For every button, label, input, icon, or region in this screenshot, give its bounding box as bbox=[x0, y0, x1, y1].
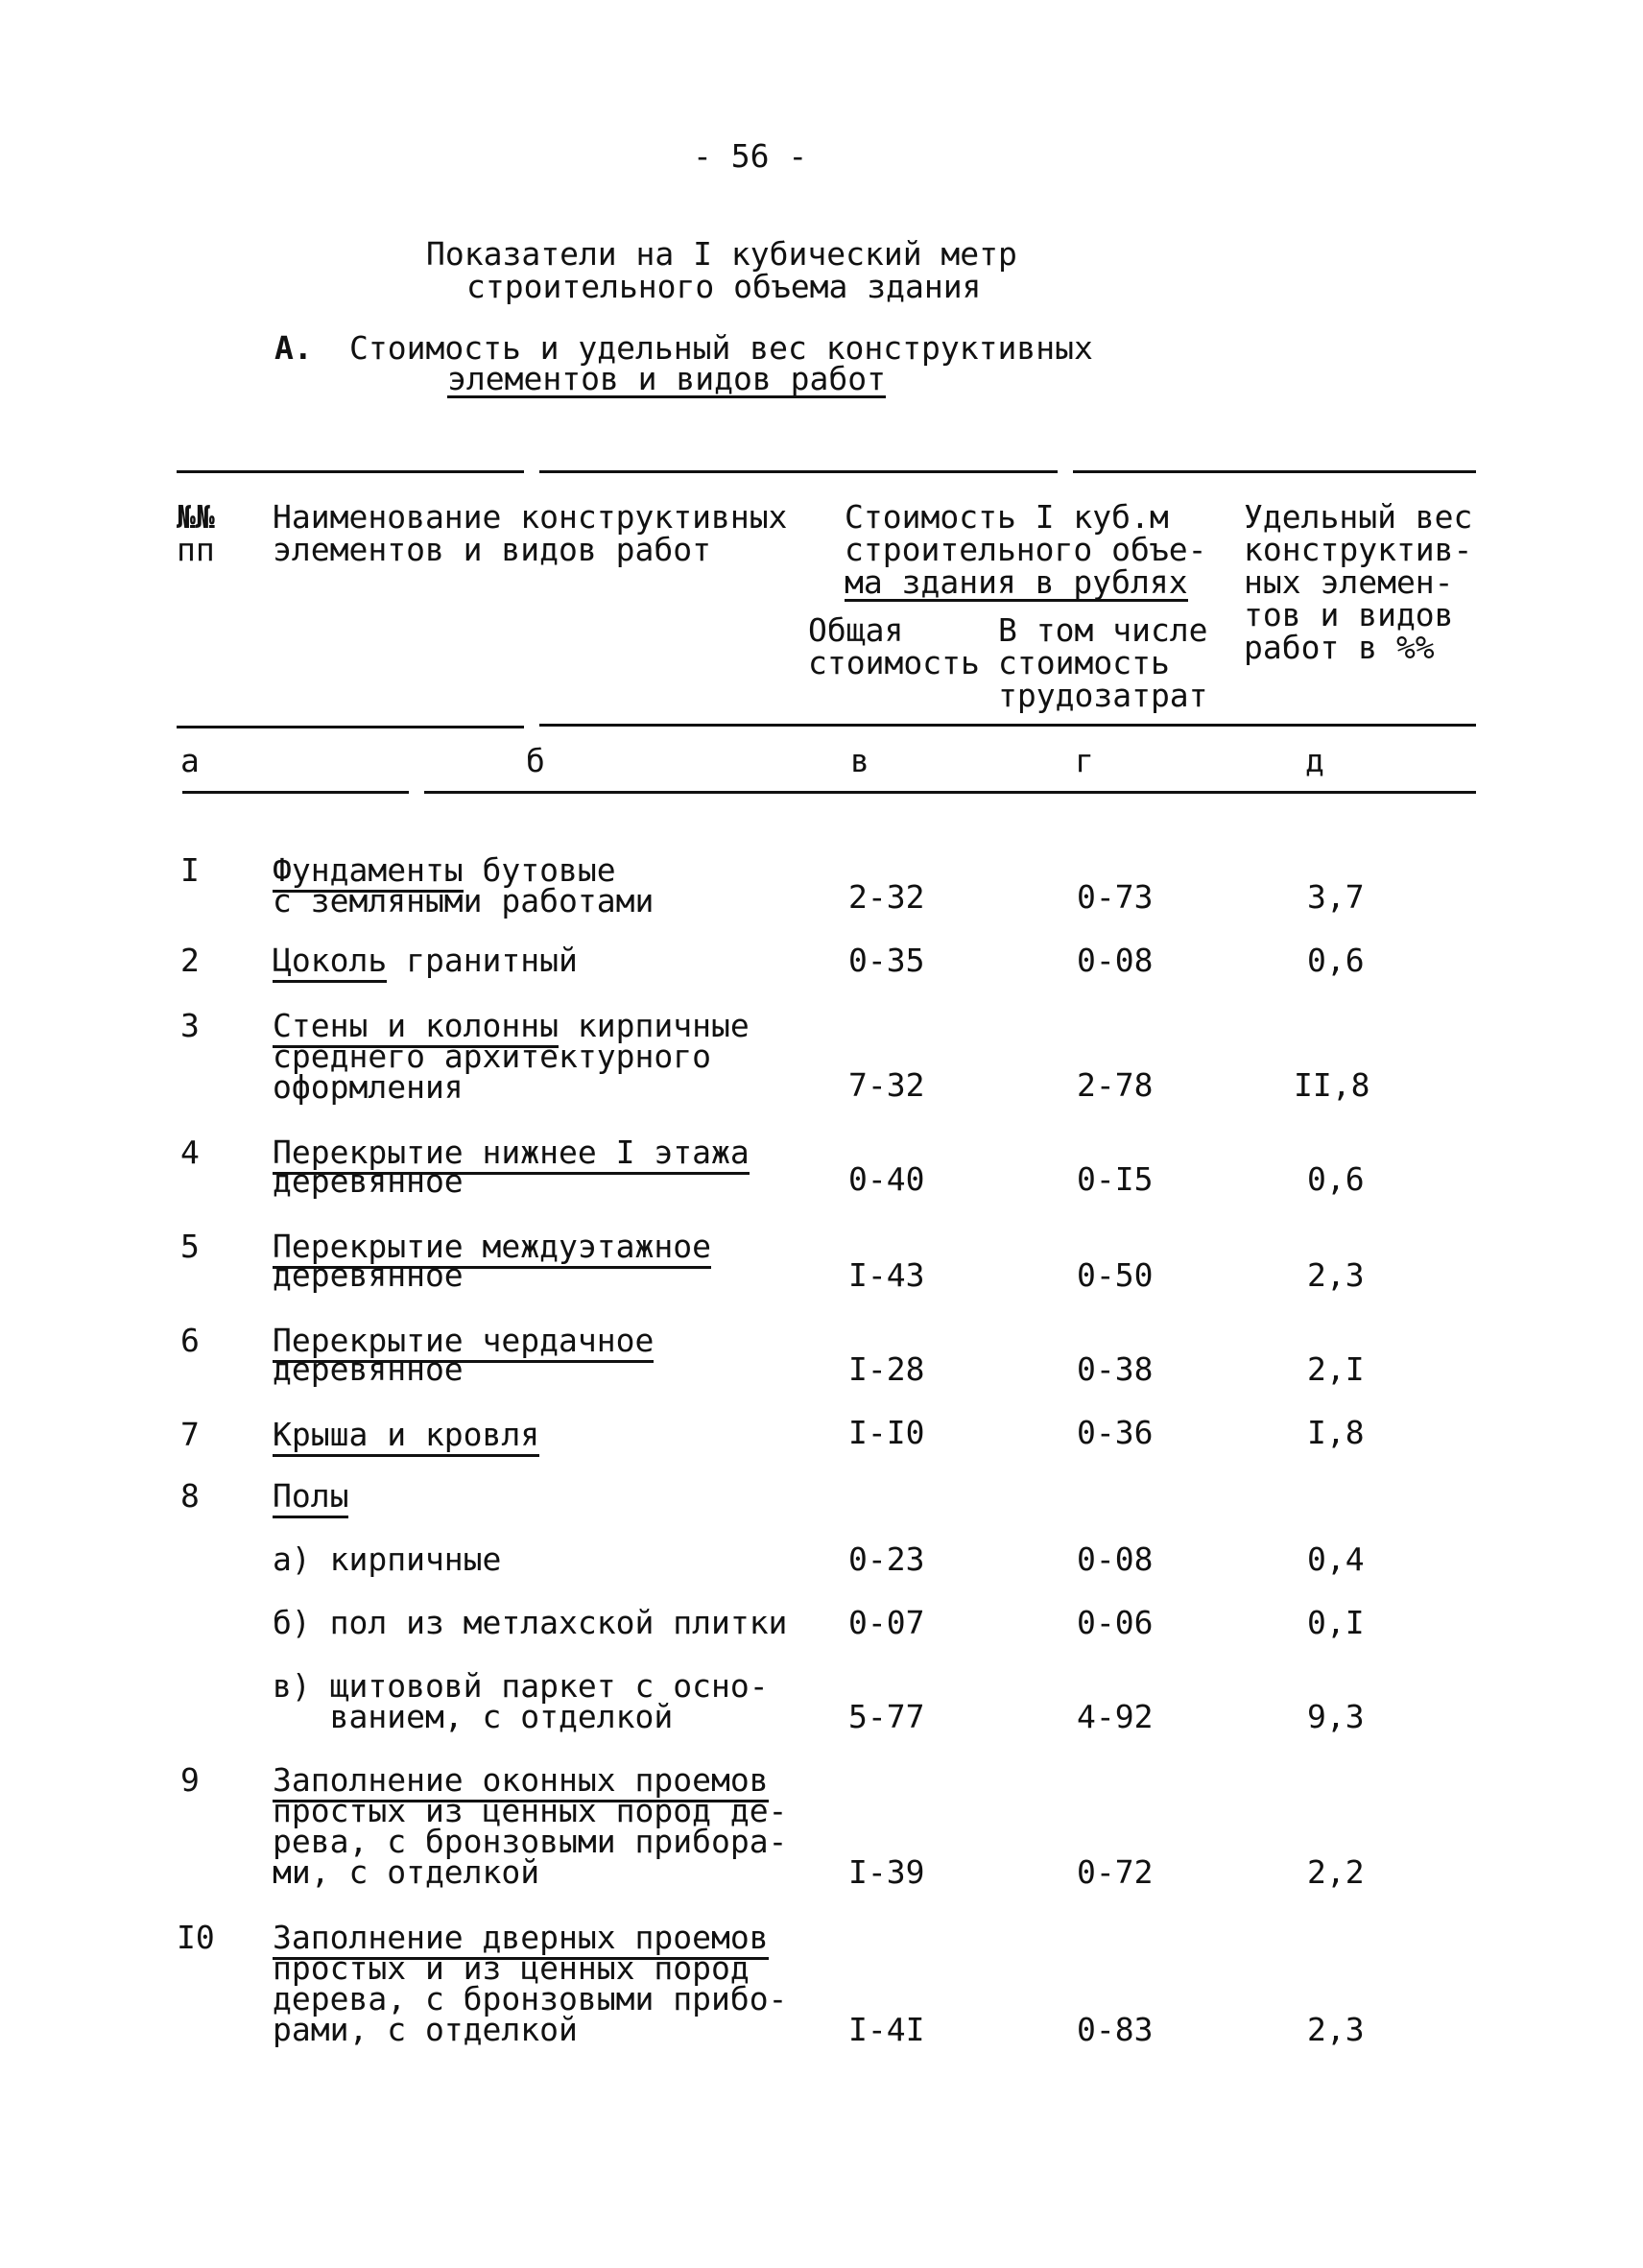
header-total-line1: Общая bbox=[808, 611, 904, 649]
row-labor: 4-92 bbox=[1077, 1698, 1154, 1735]
header-weight-line5: работ в %% bbox=[1244, 629, 1435, 666]
row-name-line4: рами, с отделкой bbox=[273, 2011, 578, 2048]
row-labor: 0-06 bbox=[1077, 1604, 1154, 1641]
row-name-underlined: Перекрытие нижнее I этажа bbox=[273, 1134, 750, 1175]
header-name-line1: Наименование конструктивных bbox=[273, 498, 788, 536]
page-title-line1: Показатели на I кубический метр bbox=[426, 235, 1017, 273]
letters-bottom-rule bbox=[424, 791, 1476, 794]
col-letter-a: а bbox=[180, 742, 200, 779]
section-title-line2: элементов и видов работ bbox=[447, 360, 886, 397]
row-name-line1 bbox=[273, 1477, 349, 1515]
header-weight-line1: Удельный вес bbox=[1244, 498, 1473, 536]
header-cost-line2: строительного объе- bbox=[845, 531, 1207, 568]
row-total: I-39 bbox=[848, 1853, 925, 1891]
row-num: 8 bbox=[180, 1477, 200, 1515]
row-sub-name: а) кирпичные bbox=[273, 1540, 502, 1578]
row-name-line2: деревянное bbox=[273, 1256, 464, 1294]
col-letter-b: б bbox=[526, 742, 545, 779]
row-name-line3: дерева, с бронзовыми прибо- bbox=[273, 1980, 788, 2017]
row-labor: 0-I5 bbox=[1077, 1160, 1154, 1198]
header-total-line2: стоимость bbox=[808, 644, 980, 681]
row-total: 0-40 bbox=[848, 1160, 925, 1198]
header-num-line2: пп bbox=[177, 531, 215, 568]
row-weight: 2,3 bbox=[1307, 1256, 1365, 1294]
row-name-line3: оформления bbox=[273, 1068, 464, 1106]
row-weight: 0,I bbox=[1307, 1604, 1365, 1641]
row-name-underlined: Полы bbox=[273, 1477, 348, 1518]
row-name-line2: деревянное bbox=[273, 1162, 464, 1200]
row-num: I bbox=[180, 851, 200, 889]
row-weight: 0,6 bbox=[1307, 942, 1365, 979]
col-letter-d: д bbox=[1305, 742, 1324, 779]
header-weight-line2: конструктив- bbox=[1244, 531, 1473, 568]
row-labor: 0-36 bbox=[1077, 1414, 1154, 1451]
row-num: I0 bbox=[177, 1919, 215, 1956]
row-num: 4 bbox=[180, 1134, 200, 1171]
row-total: 0-23 bbox=[848, 1540, 925, 1578]
row-weight: 2,3 bbox=[1307, 2011, 1365, 2048]
row-name-rest: гранитный bbox=[387, 942, 578, 979]
row-labor: 2-78 bbox=[1077, 1066, 1154, 1104]
row-num: 5 bbox=[180, 1228, 200, 1265]
header-labor-line3: трудозатрат bbox=[998, 677, 1208, 714]
row-total: 5-77 bbox=[848, 1698, 925, 1735]
row-weight: 0,6 bbox=[1307, 1160, 1365, 1198]
row-name-rest: кирпичные bbox=[559, 1007, 750, 1044]
row-total: I-43 bbox=[848, 1256, 925, 1294]
row-labor: 0-50 bbox=[1077, 1256, 1154, 1294]
header-weight-line3: ных элемен- bbox=[1244, 563, 1454, 601]
row-sub-name: в) щитововй паркет с осно- bbox=[273, 1667, 769, 1705]
row-name-underlined: Перекрытие междуэтажное bbox=[273, 1228, 711, 1269]
col-letter-v: в bbox=[850, 742, 869, 779]
row-weight: 2,2 bbox=[1307, 1853, 1365, 1891]
row-sub-name-line2: ванием, с отделкой bbox=[273, 1698, 674, 1735]
row-sub-name: б) пол из метлахской плитки bbox=[273, 1604, 788, 1641]
header-cost-line1: Стоимость I куб.м bbox=[845, 498, 1169, 536]
row-weight: 2,I bbox=[1307, 1350, 1365, 1388]
row-name-line2: с земляными работами bbox=[273, 882, 655, 919]
row-num: 3 bbox=[180, 1007, 200, 1044]
row-name-line1 bbox=[273, 1416, 540, 1453]
row-name-line2: простых и из ценных пород bbox=[273, 1949, 750, 1987]
section-title-line1: Стоимость и удельный вес конструктивных bbox=[349, 329, 1093, 367]
header-labor-line2: стоимость bbox=[998, 644, 1170, 681]
row-weight: I,8 bbox=[1307, 1414, 1365, 1451]
row-num: 6 bbox=[180, 1322, 200, 1359]
row-name-underlined: Цоколь bbox=[273, 942, 387, 983]
row-name-underlined: Крыша и кровля bbox=[273, 1416, 539, 1457]
header-cost-line3: ма здания в рублях bbox=[845, 563, 1188, 601]
table-top-rule bbox=[177, 470, 524, 473]
row-weight: 3,7 bbox=[1307, 878, 1365, 916]
row-name-underlined: Стены и колонны bbox=[273, 1007, 559, 1048]
row-total: 7-32 bbox=[848, 1066, 925, 1104]
page-title-line2: строительного объема здания bbox=[466, 268, 982, 305]
row-labor: 0-83 bbox=[1077, 2011, 1154, 2048]
table-top-rule bbox=[1073, 470, 1476, 473]
row-labor: 0-08 bbox=[1077, 1540, 1154, 1578]
row-num: 7 bbox=[180, 1416, 200, 1453]
letters-bottom-rule bbox=[182, 791, 409, 794]
header-num-line1: №№ bbox=[177, 498, 215, 536]
row-name-line4: ми, с отделкой bbox=[273, 1853, 540, 1891]
row-name-underlined: Заполнение дверных проемов bbox=[273, 1919, 769, 1960]
row-name-line2: среднего архитектурного bbox=[273, 1038, 711, 1075]
page-number: - 56 - bbox=[693, 137, 808, 175]
row-total: 0-35 bbox=[848, 942, 925, 979]
row-name-underlined: Заполнение оконных проемов bbox=[273, 1761, 769, 1802]
header-bottom-rule bbox=[539, 724, 1476, 727]
row-num: 2 bbox=[180, 942, 200, 979]
row-name-line1 bbox=[273, 942, 578, 979]
row-name-line3: рева, с бронзовыми прибора- bbox=[273, 1823, 788, 1860]
header-name-line2: элементов и видов работ bbox=[273, 531, 711, 568]
row-num: 9 bbox=[180, 1761, 200, 1799]
row-name-rest: бутовые bbox=[463, 851, 616, 889]
section-label: А. bbox=[274, 329, 313, 367]
row-total: I-28 bbox=[848, 1350, 925, 1388]
row-weight: 0,4 bbox=[1307, 1540, 1365, 1578]
row-labor: 0-38 bbox=[1077, 1350, 1154, 1388]
row-name-underlined: Фундаменты bbox=[273, 851, 464, 893]
row-total: I-I0 bbox=[848, 1414, 925, 1451]
row-name-line2: простых из ценных пород де- bbox=[273, 1792, 788, 1829]
header-weight-line4: тов и видов bbox=[1244, 596, 1454, 633]
row-total: 2-32 bbox=[848, 878, 925, 916]
row-total: I-4I bbox=[848, 2011, 925, 2048]
row-weight: II,8 bbox=[1294, 1066, 1370, 1104]
row-labor: 0-72 bbox=[1077, 1853, 1154, 1891]
table-top-rule bbox=[539, 470, 1058, 473]
row-labor: 0-73 bbox=[1077, 878, 1154, 916]
row-total: 0-07 bbox=[848, 1604, 925, 1641]
row-name-line2: деревянное bbox=[273, 1350, 464, 1388]
row-labor: 0-08 bbox=[1077, 942, 1154, 979]
col-letter-g: г bbox=[1075, 742, 1094, 779]
row-weight: 9,3 bbox=[1307, 1698, 1365, 1735]
header-labor-line1: В том числе bbox=[998, 611, 1208, 649]
row-name-underlined: Перекрытие чердачное bbox=[273, 1322, 654, 1363]
header-bottom-rule bbox=[177, 726, 524, 728]
